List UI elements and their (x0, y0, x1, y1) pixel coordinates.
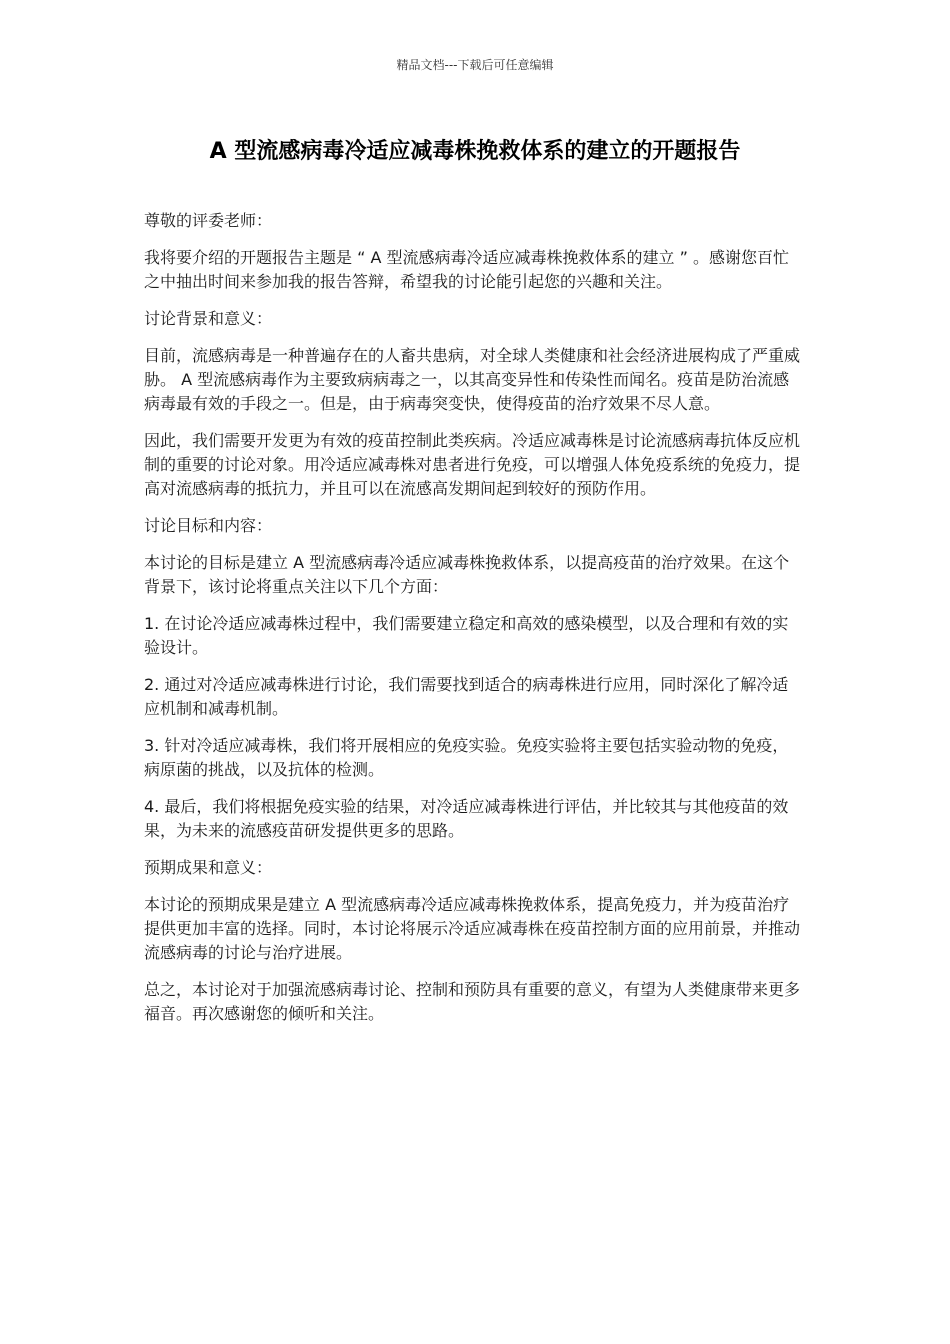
salutation: 尊敬的评委老师： (144, 211, 273, 230)
conclusion-paragraph: 总之，本讨论对于加强流感病毒讨论、控制和预防具有重要的意义，有望为人类健康带来更多福音。再次感谢您的倾听和关注。 (144, 980, 801, 1023)
goal-item-4: 4. 最后，我们将根据免疫实验的结果，对冷适应减毒株进行评估，并比较其与其他疫苗的效果，为未来的流感疫苗研发提供更多的思路。 (144, 797, 789, 840)
goal-item-3: 3. 针对冷适应减毒株，我们将开展相应的免疫实验。免疫实验将主要包括实验动物的免疫，病原菌的挑战，以及抗体的检测。 (144, 736, 789, 779)
goal-item-2: 2. 通过对冷适应减毒株进行讨论，我们需要找到适合的病毒株进行应用，同时深化了解冷适应机制和减毒机制。 (144, 675, 789, 718)
background-paragraph-1: 目前，流感病毒是一种普遍存在的人畜共患病，对全球人类健康和社会经济进展构成了严重威胁。 A 型流感病毒作为主要致病病毒之一，以其高变异性和传染性而闻名。疫苗是防治流感病毒最有效的手段之一。但是，由于病毒突变快，使得疫苗的治疗效果不尽人意。 (144, 346, 801, 413)
background-paragraph-2: 因此，我们需要开发更为有效的疫苗控制此类疾病。冷适应减毒株是讨论流感病毒抗体反应机制的重要的讨论对象。用冷适应减毒株对患者进行免疫，可以增强人体免疫系统的免疫力，提高对流感病毒的抵抗力，并且可以在流感高发期间起到较好的预防作用。 (144, 431, 801, 498)
section-heading-outcomes: 预期成果和意义： (144, 858, 273, 877)
goals-paragraph: 本讨论的目标是建立 A 型流感病毒冷适应减毒株挽救体系，以提高疫苗的治疗效果。在这个背景下，该讨论将重点关注以下几个方面： (144, 553, 790, 596)
document-title: A 型流感病毒冷适应减毒株挽救体系的建立的开题报告 (209, 139, 741, 164)
intro-paragraph: 我将要介绍的开题报告主题是 “ A 型流感病毒冷适应减毒株挽救体系的建立 ” 。感谢您百忙之中抽出时间来参加我的报告答辩，希望我的讨论能引起您的兴趣和关注。 (144, 248, 789, 291)
document-body (144, 209, 804, 1039)
section-heading-background: 讨论背景和意义： (144, 309, 273, 328)
section-heading-goals: 讨论目标和内容： (144, 516, 273, 535)
outcomes-paragraph: 本讨论的预期成果是建立 A 型流感病毒冷适应减毒株挽救体系，提高免疫力，并为疫苗治疗提供更加丰富的选择。同时，本讨论将展示冷适应减毒株在疫苗控制方面的应用前景，并推动流感病毒的讨论与治疗进展。 (144, 895, 801, 962)
page-header-watermark: 精品文档---下载后可任意编辑 (396, 58, 554, 72)
goal-item-1: 1. 在讨论冷适应减毒株过程中，我们需要建立稳定和高效的感染模型，以及合理和有效的实验设计。 (144, 614, 789, 657)
